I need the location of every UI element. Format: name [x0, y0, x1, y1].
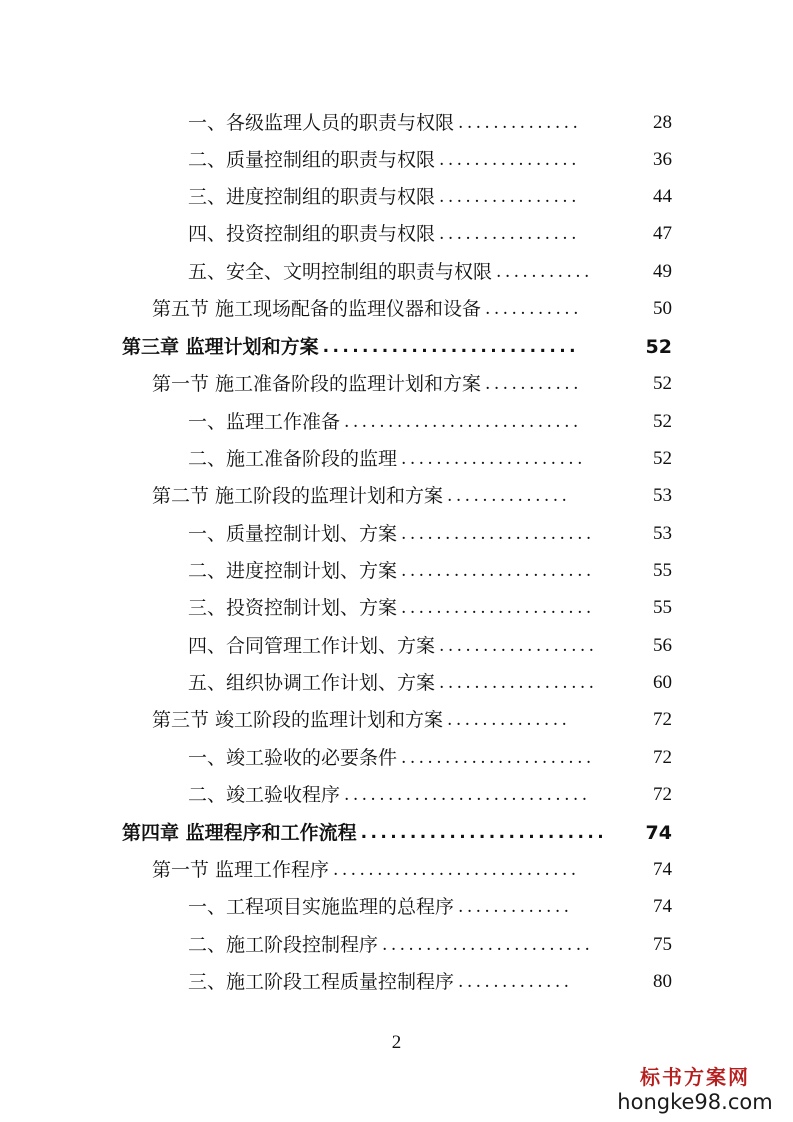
dot-leader: ........................... [344, 412, 582, 432]
toc-entry-label: 第四章 监理程序和工作流程 [122, 822, 357, 844]
toc-page-number: 52 [653, 373, 672, 394]
toc-section-entry[interactable] [152, 851, 672, 881]
toc-entry[interactable] [188, 515, 672, 545]
toc-entry[interactable] [188, 664, 672, 694]
dot-leader: .............. [458, 113, 582, 133]
toc-entry[interactable] [188, 739, 672, 769]
dot-leader: ........... [496, 262, 593, 282]
toc-entry-label: 一、监理工作准备 [188, 411, 341, 433]
toc-chapter-entry[interactable] [122, 814, 672, 844]
toc-entry[interactable] [188, 440, 672, 470]
toc-entry-label: 二、进度控制计划、方案 [188, 560, 398, 582]
toc-entry-label: 第一节 施工准备阶段的监理计划和方案 [152, 373, 482, 395]
toc-page-number: 75 [653, 934, 672, 955]
toc-entry-label: 四、合同管理工作计划、方案 [188, 635, 436, 657]
dot-leader: ............. [458, 897, 573, 917]
toc-entry[interactable] [188, 215, 672, 245]
toc-page-number: 49 [653, 261, 672, 282]
toc-page-number: 56 [653, 635, 672, 656]
dot-leader: ................ [439, 150, 580, 170]
dot-leader: ................ [439, 224, 580, 244]
dot-leader: ..................... [401, 449, 586, 469]
dot-leader: ...................... [401, 524, 595, 544]
dot-leader: ............................ [333, 860, 580, 880]
watermark-logo [615, 1065, 775, 1115]
toc-entry[interactable] [188, 776, 672, 806]
dot-leader: .......................... [322, 337, 579, 357]
toc-page-number: 53 [653, 485, 672, 506]
toc-entry-label: 五、组织协调工作计划、方案 [188, 672, 436, 694]
toc-entry-label: 一、各级监理人员的职责与权限 [188, 112, 455, 134]
toc-entry-label: 三、投资控制计划、方案 [188, 597, 398, 619]
toc-page-number: 72 [653, 784, 672, 805]
toc-page-number: 74 [645, 822, 672, 844]
toc-entry[interactable] [188, 589, 672, 619]
dot-leader: ............. [458, 972, 573, 992]
toc-entry[interactable] [188, 178, 672, 208]
toc-entry[interactable] [188, 104, 672, 134]
toc-entry-label: 一、工程项目实施监理的总程序 [188, 896, 455, 918]
toc-entry[interactable] [188, 552, 672, 582]
toc-entry[interactable] [188, 963, 672, 993]
toc-entry[interactable] [188, 627, 672, 657]
toc-entry-label: 第五节 施工现场配备的监理仪器和设备 [152, 298, 482, 320]
toc-entry-label: 三、施工阶段工程质量控制程序 [188, 971, 455, 993]
dot-leader: .................. [439, 673, 598, 693]
toc-entry-label: 一、质量控制计划、方案 [188, 523, 398, 545]
toc-entry-label: 二、质量控制组的职责与权限 [188, 149, 436, 171]
dot-leader: .............. [447, 486, 571, 506]
toc-entry[interactable] [188, 926, 672, 956]
toc-page-number: 47 [653, 223, 672, 244]
watermark-cn-text: 标书方案网 [640, 1065, 750, 1089]
toc-page-number: 28 [653, 112, 672, 133]
toc-entry-label: 二、施工阶段控制程序 [188, 934, 379, 956]
dot-leader: ...................... [401, 561, 595, 581]
dot-leader: ........... [485, 374, 582, 394]
toc-entry[interactable] [188, 141, 672, 171]
dot-leader: ............................ [344, 785, 591, 805]
dot-leader: ................ [439, 187, 580, 207]
toc-entry-label: 一、竣工验收的必要条件 [188, 747, 398, 769]
dot-leader: ......................... [360, 823, 608, 843]
dot-leader: .................. [439, 636, 598, 656]
toc-chapter-entry[interactable] [122, 328, 672, 358]
toc-entry-label: 三、进度控制组的职责与权限 [188, 186, 436, 208]
toc-section-entry[interactable] [152, 290, 672, 320]
toc-entry-label: 第三章 监理计划和方案 [122, 336, 319, 358]
toc-entry[interactable] [188, 888, 672, 918]
toc-page-number: 55 [653, 597, 672, 618]
toc-page-number: 50 [653, 298, 672, 319]
dot-leader: ...................... [401, 598, 595, 618]
toc-page-number: 60 [653, 672, 672, 693]
dot-leader: ...................... [401, 748, 595, 768]
toc-page-number: 74 [653, 896, 672, 917]
toc-page-number: 36 [653, 149, 672, 170]
watermark-url-text: hongke98.com [617, 1090, 773, 1114]
toc-entry-label: 第二节 施工阶段的监理计划和方案 [152, 485, 444, 507]
toc-page-number: 80 [653, 971, 672, 992]
toc-entry-label: 第三节 竣工阶段的监理计划和方案 [152, 709, 444, 731]
dot-leader: ........... [485, 299, 582, 319]
toc-page-number: 53 [653, 523, 672, 544]
toc-entry-label: 第一节 监理工作程序 [152, 859, 330, 881]
toc-entry-label: 二、施工准备阶段的监理 [188, 448, 398, 470]
toc-page-number: 52 [653, 448, 672, 469]
toc-page-number: 72 [653, 747, 672, 768]
toc-entry-label: 四、投资控制组的职责与权限 [188, 223, 436, 245]
page-number: 2 [391, 1032, 402, 1053]
toc-entry-label: 二、竣工验收程序 [188, 784, 341, 806]
toc-page-number: 74 [653, 859, 672, 880]
toc-page-number: 55 [653, 560, 672, 581]
toc-page-number: 72 [653, 709, 672, 730]
dot-leader: .............. [447, 710, 571, 730]
toc-page-number: 44 [653, 186, 672, 207]
toc-section-entry[interactable] [152, 365, 672, 395]
toc-page-number: 52 [645, 336, 672, 358]
toc-entry[interactable] [188, 403, 672, 433]
dot-leader: ........................ [382, 935, 594, 955]
toc-section-entry[interactable] [152, 701, 672, 731]
toc-page-number: 52 [653, 411, 672, 432]
toc-entry-label: 五、安全、文明控制组的职责与权限 [188, 261, 493, 283]
toc-entry[interactable] [188, 253, 672, 283]
toc-section-entry[interactable] [152, 477, 672, 507]
